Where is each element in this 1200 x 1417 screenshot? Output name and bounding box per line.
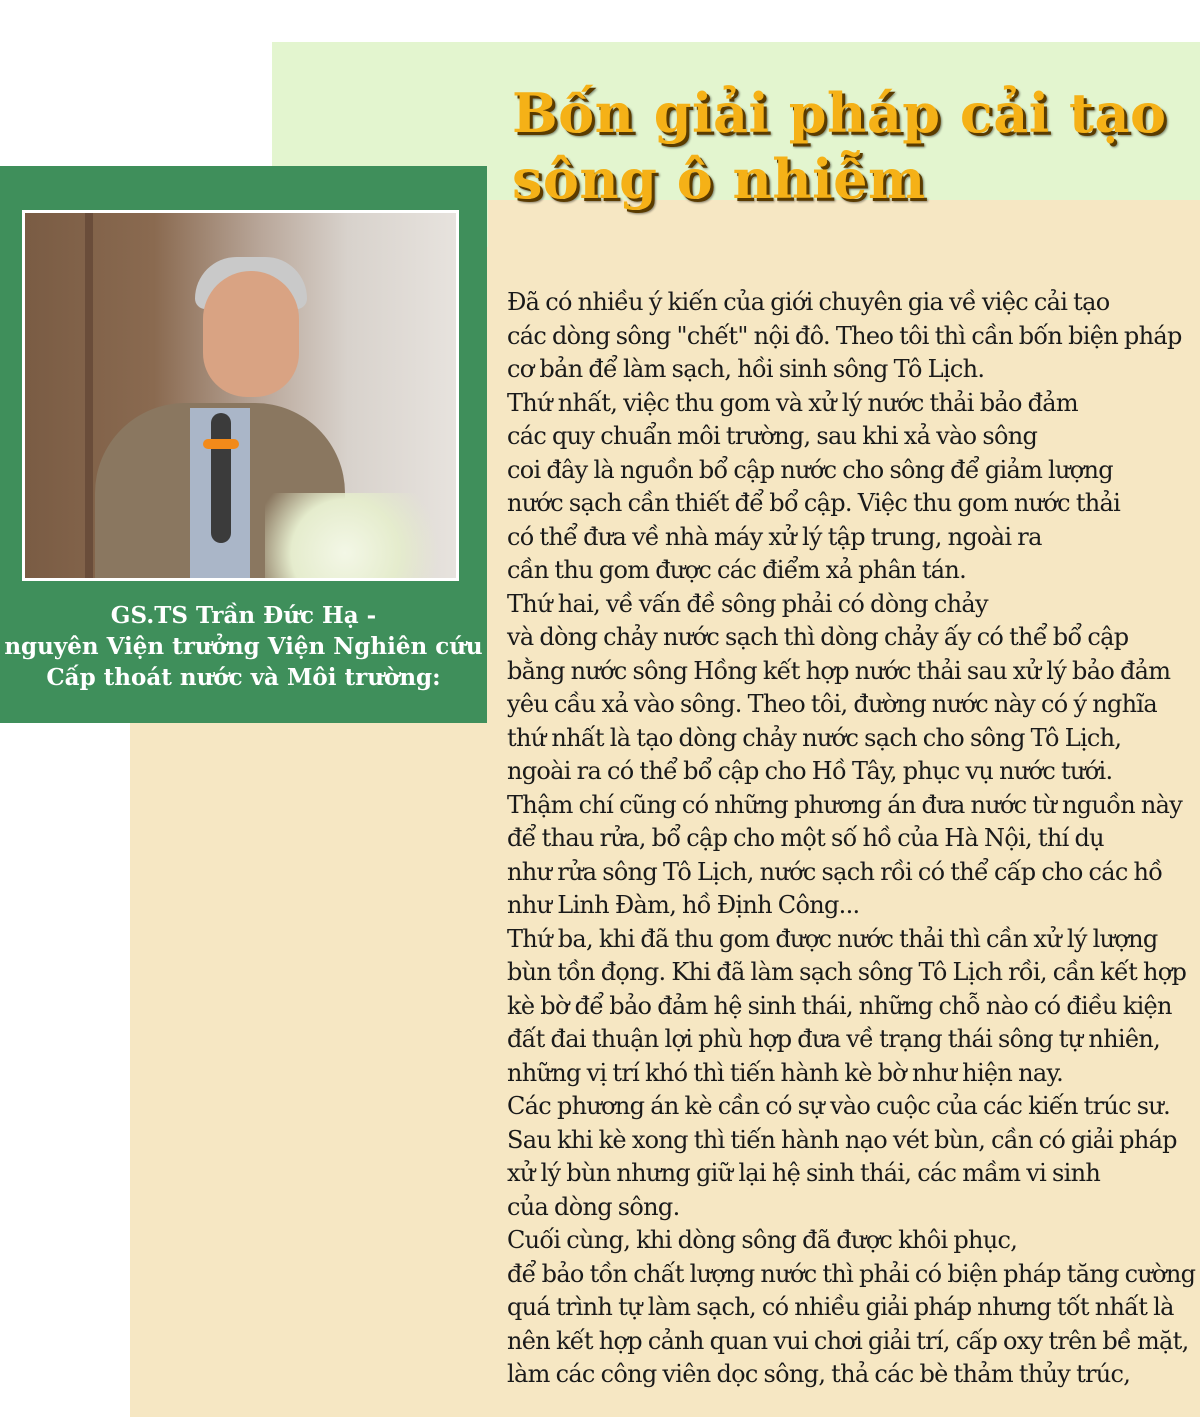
- article-line: kè bờ để bảo đảm hệ sinh thái, những chỗ nào có điều kiện: [507, 991, 1172, 1020]
- article-line: các dòng sông "chết" nội đô. Theo tôi thì cần bốn biện pháp: [507, 321, 1182, 350]
- article-line: của dòng sông.: [507, 1192, 680, 1221]
- article-line: yêu cầu xả vào sông. Theo tôi, đường nước này có ý nghĩa: [507, 690, 1157, 718]
- article-line: Thứ nhất, việc thu gom và xử lý nước thải bảo đảm: [507, 388, 1078, 417]
- microphone-icon: [211, 413, 231, 543]
- article-line: để bảo tồn chất lượng nước thì phải có biện pháp tăng cường: [507, 1259, 1196, 1288]
- article-line: Cuối cùng, khi dòng sông đã được khôi phục,: [507, 1226, 1018, 1254]
- article-line: Các phương án kè cần có sự vào cuộc của các kiến trúc sư.: [507, 1092, 1171, 1120]
- article-line: Đã có nhiều ý kiến của giới chuyên gia về việc cải tạo: [507, 288, 1110, 316]
- article-line: cơ bản để làm sạch, hồi sinh sông Tô Lịch.: [507, 355, 985, 383]
- article-line: Sau khi kè xong thì tiến hành nạo vét bùn, cần có giải pháp: [507, 1125, 1177, 1154]
- article-line: nước sạch cần thiết để bổ cập. Việc thu gom nước thải: [507, 489, 1121, 517]
- wall-panel: [85, 213, 93, 578]
- caption-line: Cấp thoát nước và Môi trường:: [46, 664, 441, 691]
- article-line: quá trình tự làm sạch, có nhiều giải pháp nhưng tốt nhất là: [507, 1293, 1174, 1321]
- article-line: xử lý bùn nhưng giữ lại hệ sinh thái, các mầm vi sinh: [507, 1159, 1101, 1187]
- article-line: như rửa sông Tô Lịch, nước sạch rồi có thể cấp cho các hồ: [507, 857, 1163, 886]
- headline-line-2: sông ô nhiễm: [512, 147, 926, 211]
- headline-line-1: Bốn giải pháp cải tạo: [512, 81, 1167, 145]
- article-line: bằng nước sông Hồng kết hợp nước thải sau xử lý bảo đảm: [507, 656, 1171, 685]
- article-line: Thứ ba, khi đã thu gom được nước thải thì cần xử lý lượng: [507, 924, 1158, 953]
- article-line: có thể đưa về nhà máy xử lý tập trung, ngoài ra: [507, 522, 1042, 551]
- flowers-decoration: [265, 493, 459, 581]
- article-line: bùn tồn đọng. Khi đã làm sạch sông Tô Lịch rồi, cần kết hợp: [507, 958, 1187, 986]
- article-body: [507, 286, 1197, 1392]
- portrait-photo: [22, 210, 459, 581]
- person-head: [203, 271, 299, 397]
- article-line: nên kết hợp cảnh quan vui chơi giải trí, cấp oxy trên bề mặt,: [507, 1326, 1189, 1355]
- article-line: coi đây là nguồn bổ cập nước cho sông để giảm lượng: [507, 455, 1113, 484]
- photo-caption: [0, 600, 487, 693]
- profile-box: [0, 166, 487, 723]
- caption-line: nguyên Viện trưởng Viện Nghiên cứu: [4, 633, 483, 660]
- caption-line: GS.TS Trần Đức Hạ -: [110, 602, 377, 629]
- article-line: những vị trí khó thì tiến hành kè bờ như hiện nay.: [507, 1058, 1064, 1087]
- article-line: các quy chuẩn môi trường, sau khi xả vào sông: [507, 422, 1038, 450]
- article-line: như Linh Đàm, hồ Định Công...: [507, 891, 860, 919]
- article-line: thứ nhất là tạo dòng chảy nước sạch cho sông Tô Lịch,: [507, 723, 1122, 752]
- article-line: làm các công viên dọc sông, thả các bè thảm thủy trúc,: [507, 1360, 1131, 1388]
- headline: [512, 80, 1192, 212]
- article-line: đất đai thuận lợi phù hợp đưa về trạng thái sông tự nhiên,: [507, 1025, 1161, 1053]
- article-line: Thứ hai, về vấn đề sông phải có dòng chảy: [507, 589, 988, 618]
- article-line: ngoài ra có thể bổ cập cho Hồ Tây, phục vụ nước tưới.: [507, 757, 1113, 785]
- article-line: Thậm chí cũng có những phương án đưa nước từ nguồn này: [507, 790, 1183, 819]
- microphone-ring: [203, 439, 239, 449]
- article-line: để thau rửa, bổ cập cho một số hồ của Hà Nội, thí dụ: [507, 824, 1104, 852]
- article-line: và dòng chảy nước sạch thì dòng chảy ấy có thể bổ cập: [507, 623, 1129, 651]
- article-line: cần thu gom được các điểm xả phân tán.: [507, 556, 967, 584]
